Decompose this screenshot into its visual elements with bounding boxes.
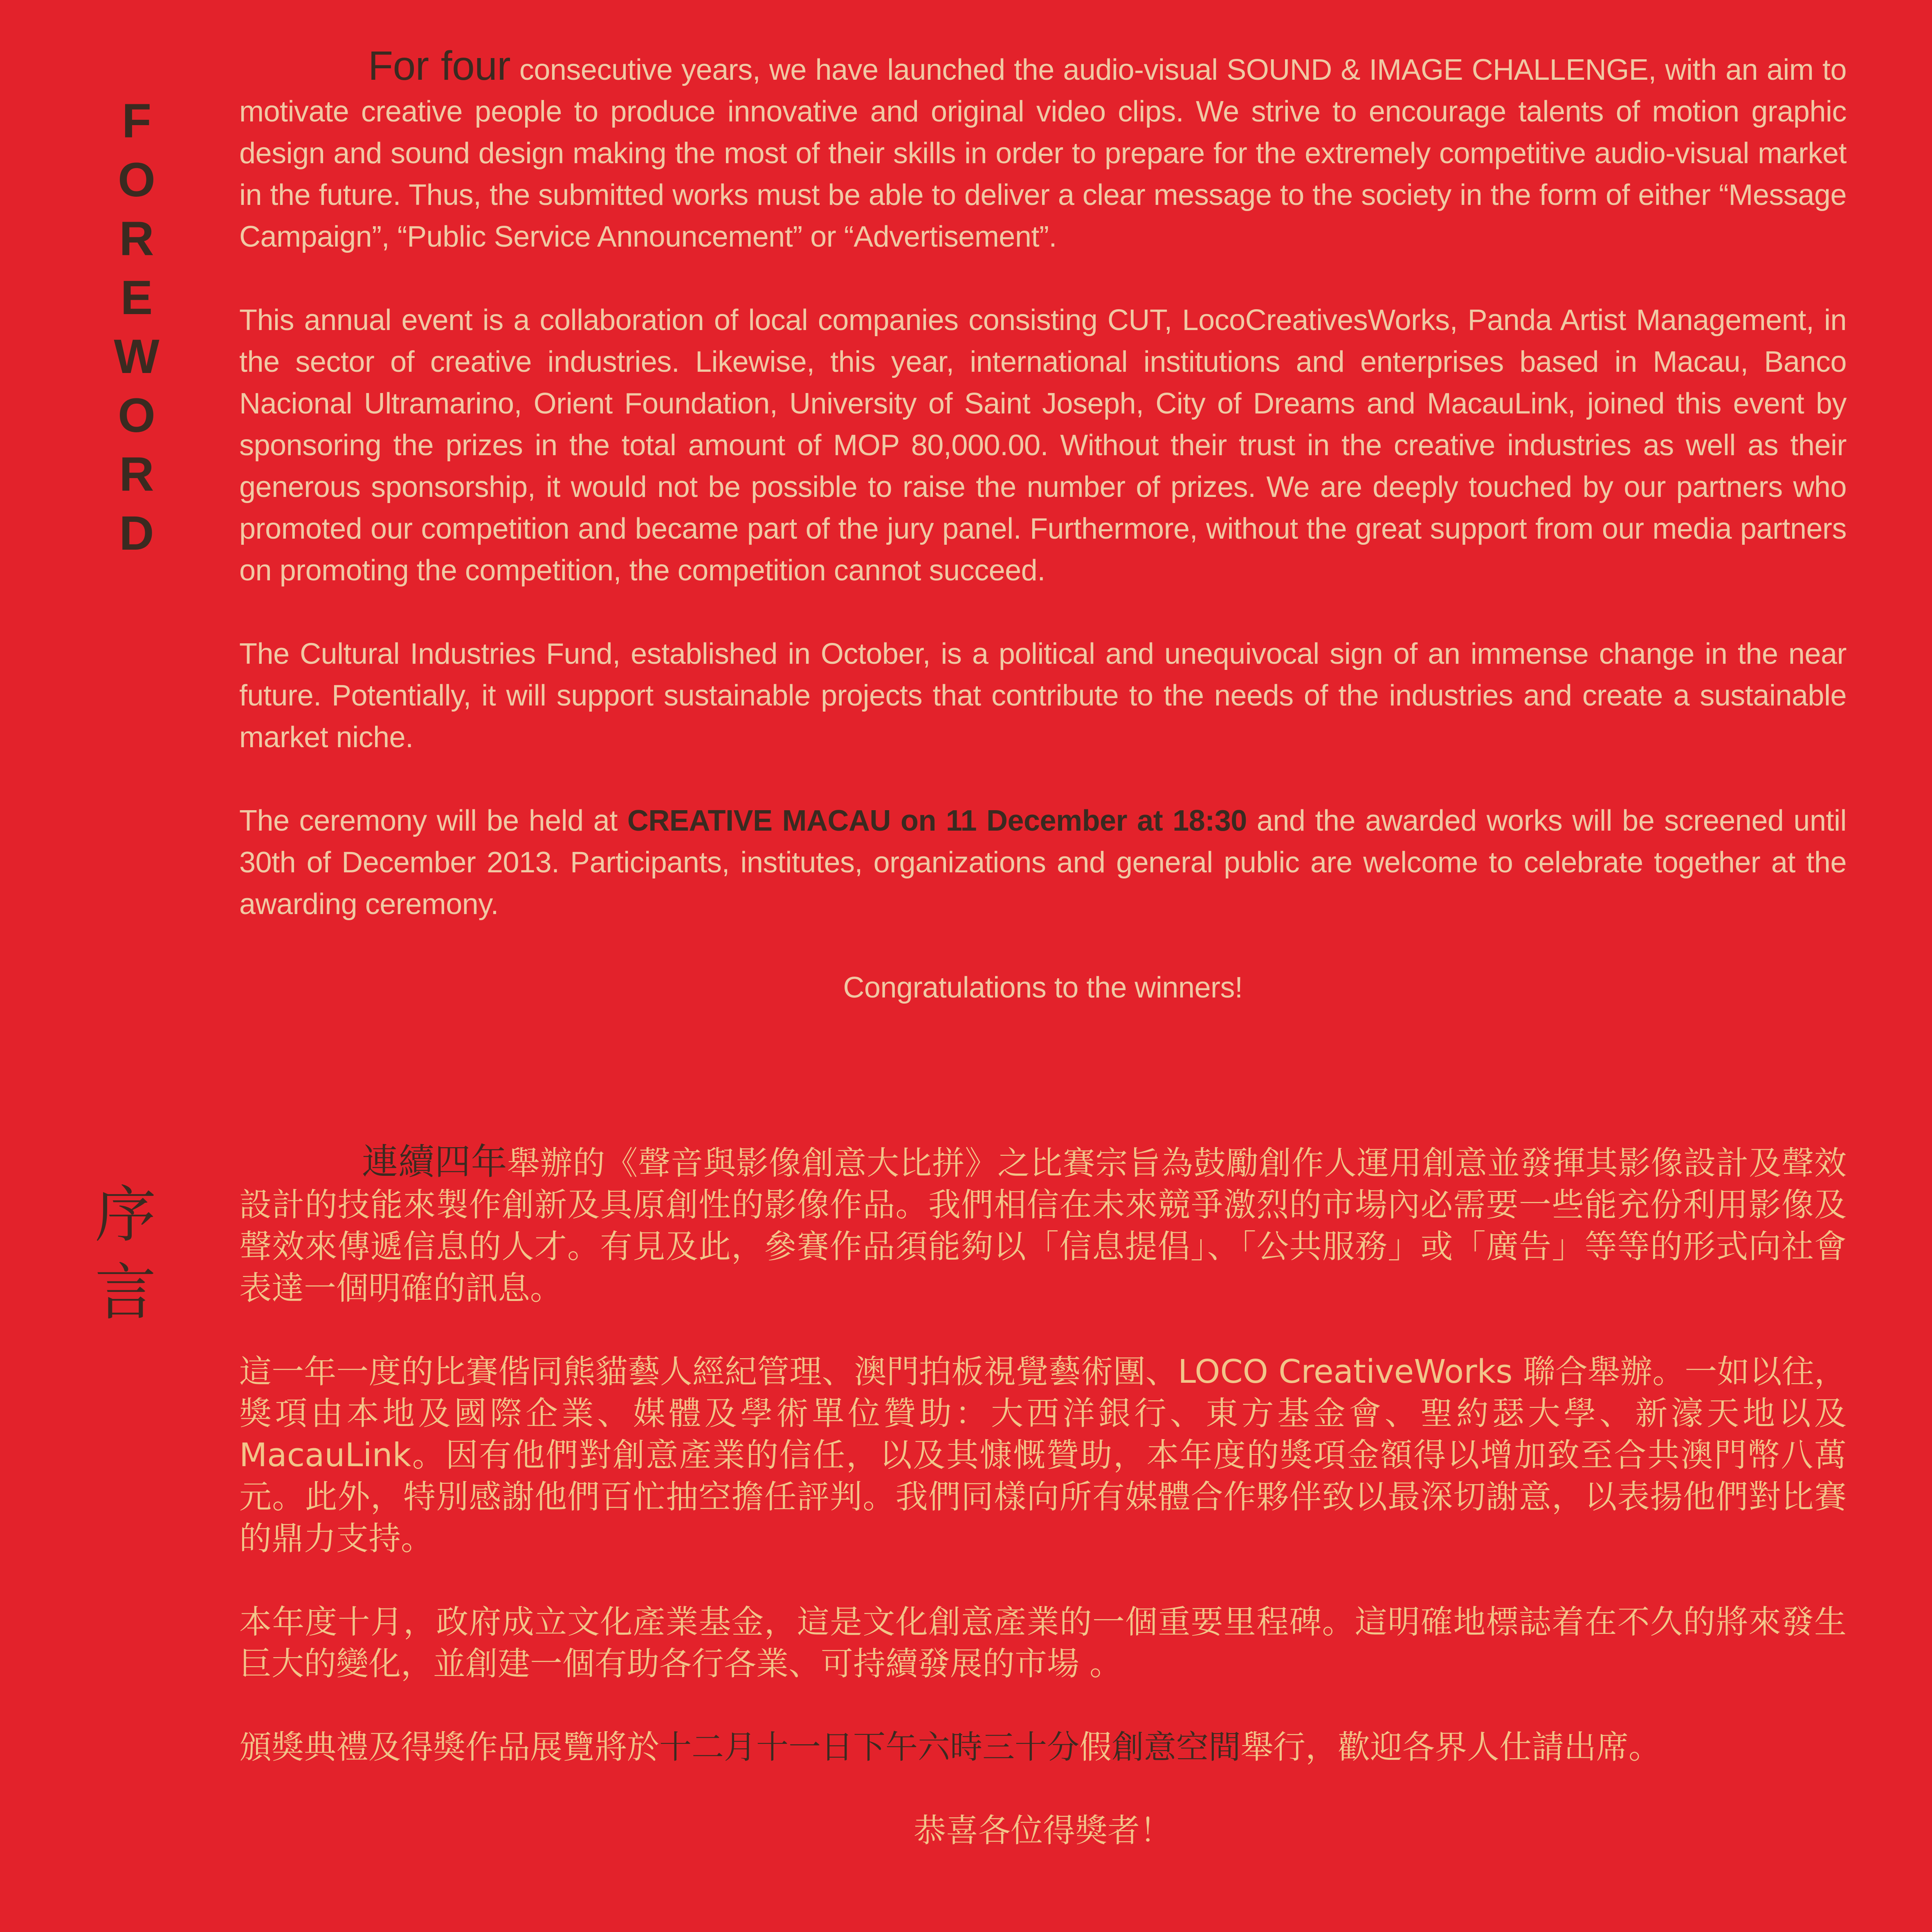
zh-paragraph-ceremony	[239, 1726, 1847, 1768]
en-ceremony-highlight: CREATIVE MACAU on 11 December at 18:30	[627, 804, 1247, 837]
zh-intro-text: 舉辦的《聲音與影像創意大比拼》之比賽宗旨為鼓勵創作人運用創意並發揮其影像設計及聲效設計的技能來製作創新及具原創性的影像作品。我們相信在未來競爭激烈的市場內必需要一些能充份利用影像及聲效來傳遞信息的人才。有見及此，參賽作品須能夠以「信息提倡」、「公共服務」或「廣告」等等的形式向社會表達一個明確的訊息。	[239, 1144, 1847, 1307]
zh-ceremony-e: 舉行，歡迎各界人仕請出席。	[1241, 1728, 1661, 1766]
zh-ceremony-venue: 創意空間	[1112, 1728, 1241, 1766]
zh-ceremony-c: 假	[1079, 1728, 1112, 1766]
zh-paragraph-intro	[239, 1141, 1847, 1309]
en-paragraph-fund: The Cultural Industries Fund, established in October, is a political and unequivocal sign of an immense change in the near future. Potentially, it will support sustainable projects that contribute to the needs of the industries and create a sustainable market niche.	[239, 638, 1847, 754]
zh-lead-words: 連續四年	[362, 1141, 508, 1183]
foreword-title-zh: 序言	[86, 1182, 155, 1337]
english-section	[239, 45, 1847, 1009]
zh-paragraph-fund: 本年度十月，政府成立文化產業基金，這是文化創意產業的一個重要里程碑。這明確地標誌着在不久的將來發生巨大的變化，並創建一個有助各行各業、可持續發展的市場 。	[239, 1603, 1847, 1683]
en-closing: Congratulations to the winners!	[843, 971, 1243, 1004]
en-paragraph-intro	[239, 45, 1847, 258]
zh-paragraph-sponsors: 這一年一度的比賽偕同熊貓藝人經紀管理、澳門拍板視覺藝術團、LOCO CreativeWorks 聯合舉辦。一如以往，獎項由本地及國際企業、媒體及學術單位贊助：大西洋銀行、東方基金會、聖約瑟大學、新濠天地以及MacauLink。因有他們對創意產業的信任，以及其慷慨贊助，本年度的獎項金額得以增加致至合共澳門幣八萬元。此外，特別感謝他們百忙抽空擔任評判。我們同樣向所有媒體合作夥伴致以最深切謝意，以表揚他們對比賽的鼎力支持。	[239, 1353, 1847, 1557]
zh-ceremony-a: 頒獎典禮及得獎作品展覽將於	[239, 1728, 659, 1766]
chinese-section	[239, 1141, 1847, 1851]
en-paragraph-sponsors: This annual event is a collaboration of local companies consisting CUT, LocoCreativesWorks, Panda Artist Management, in the sector of creative industries. Likewise, this year, international institutions and enterprises based in Macau, Banco Nacional Ultramarino, Orient Foundation, University of Saint Joseph, City of Dreams and MacauLink, joined this event by sponsoring the prizes in the total amount of MOP 80,000.00. Without their trust in the creative industries as well as their generous sponsorship, it would not be possible to raise the number of prizes. We are deeply touched by our partners who promoted our competition and became part of the jury panel. Furthermore, without the great support from our media partners on promoting the competition, the competition cannot succeed.	[239, 304, 1847, 587]
zh-closing: 恭喜各位得獎者！	[914, 1812, 1172, 1849]
en-intro-text: consecutive years, we have launched the audio-visual SOUND & IMAGE CHALLENGE, with an aim to motivate creative people to produce innovative and original video clips. We strive to encourage talents of motion graphic design and sound design making the most of their skills in order to prepare for the extremely competitive audio-visual market in the future. Thus, the submitted works must be able to deliver a clear message to the society in the form of either “Message Campaign”, “Public Service Announcement” or “Advertisement”.	[239, 54, 1847, 253]
foreword-title-en: FOREWORD	[110, 94, 164, 565]
en-lead-words: For four	[368, 43, 511, 89]
en-ceremony-post: and the awarded works will be screened until 30th of December 2013. Participants, institutes, organizations and general public are welcome to celebrate together at the awarding ceremony.	[239, 804, 1847, 921]
en-ceremony-pre: The ceremony will be held at	[239, 804, 627, 837]
zh-ceremony-date: 十二月十一日下午六時三十分	[659, 1728, 1079, 1766]
en-paragraph-ceremony	[239, 800, 1847, 925]
